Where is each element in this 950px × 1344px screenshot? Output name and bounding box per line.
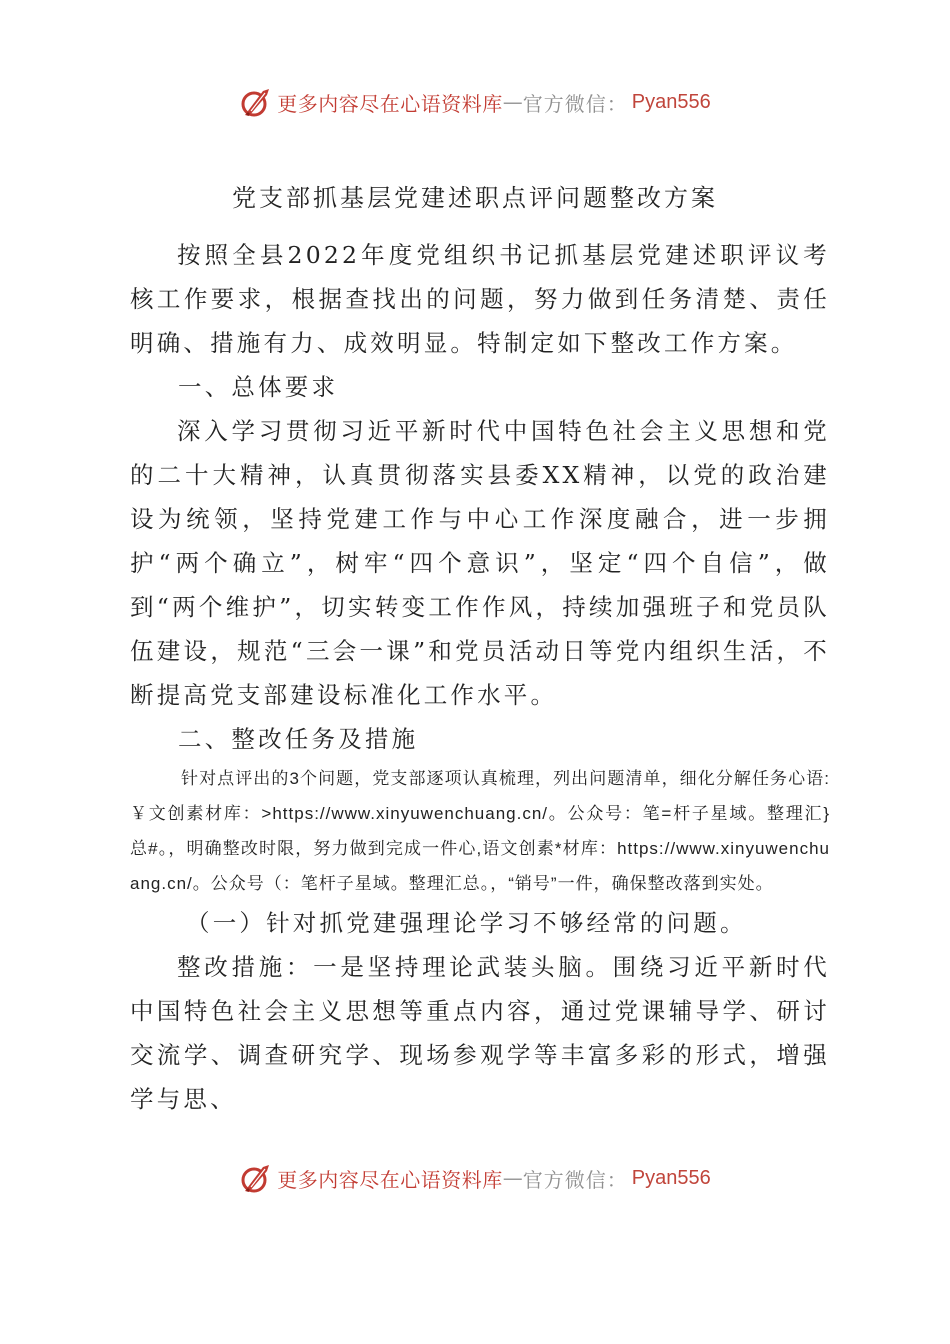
header-watermark-banner [0,80,950,124]
document-title: 党支部抓基层党建述职点评问题整改方案 [232,184,718,212]
banner-dash: — [502,90,523,114]
section-1-paragraph: 深入学习贯彻习近平新时代中国特色社会主义思想和党的二十大精神，认真贯彻落实县委XX精神，以党的政治建设为统领，坚持党建工作与中心工作深度融合，进一步拥护“两个确立”，树牢“四个意识”，坚定“四个自信”，做到“两个维护”，切实转变工作作风，持续加强班子和党员队伍建设，规范“三会一课”和党员活动日等党内组织生活，不断提高党支部建设标准化工作水平。 [130,417,830,709]
section-1-heading: 一、总体要求 [178,373,339,401]
banner-wechat-label: 官方微信： [522,91,628,116]
banner-wechat-id: Pyan556 [631,90,711,113]
quill-logo-icon [239,1161,273,1195]
footer-watermark-banner [0,1156,950,1200]
section-2-paragraph: 针对点评出的3个问题，党支部逐项认真梳理，列出问题清单，细化分解任务心语:￥文创素材库：>https://www.xinyuwenchuang.cn/。公众号：笔=杆子星域。整理汇}总#。，明确整改时限，努力做到完成一件心,语文创素*材库：https://www.xinyuwenchuang.cn/。公众号（：笔杆子星域。整理汇总。，“销号”一件，确保整改落到实处。 [130,769,830,893]
banner-wechat-label: 官方微信： [522,1167,628,1192]
intro-paragraph: 按照全县2022年度党组织书记抓基层党建述职评议考核工作要求，根据查找出的问题，努力做到任务清楚、责任明确、措施有力、成效明显。特制定如下整改工作方案。 [130,241,830,357]
quill-logo-icon [239,85,273,119]
subsection-1-paragraph: 整改措施：一是坚持理论武装头脑。围绕习近平新时代中国特色社会主义思想等重点内容，通过党课辅导学、研讨交流学、调查研究学、现场参观学等丰富多彩的形式，增强学与思、 [130,953,830,1113]
banner-wechat-id: Pyan556 [631,1166,711,1189]
section-2-heading: 二、整改任务及措施 [178,725,419,753]
banner-dash: — [502,1166,523,1190]
document-body [130,233,830,1121]
subsection-1-heading: （一）针对抓党建强理论学习不够经常的问题。 [186,909,747,937]
banner-brand-text: 更多内容尽在心语资料库 [277,1167,503,1192]
banner-brand-text: 更多内容尽在心语资料库 [277,91,503,116]
